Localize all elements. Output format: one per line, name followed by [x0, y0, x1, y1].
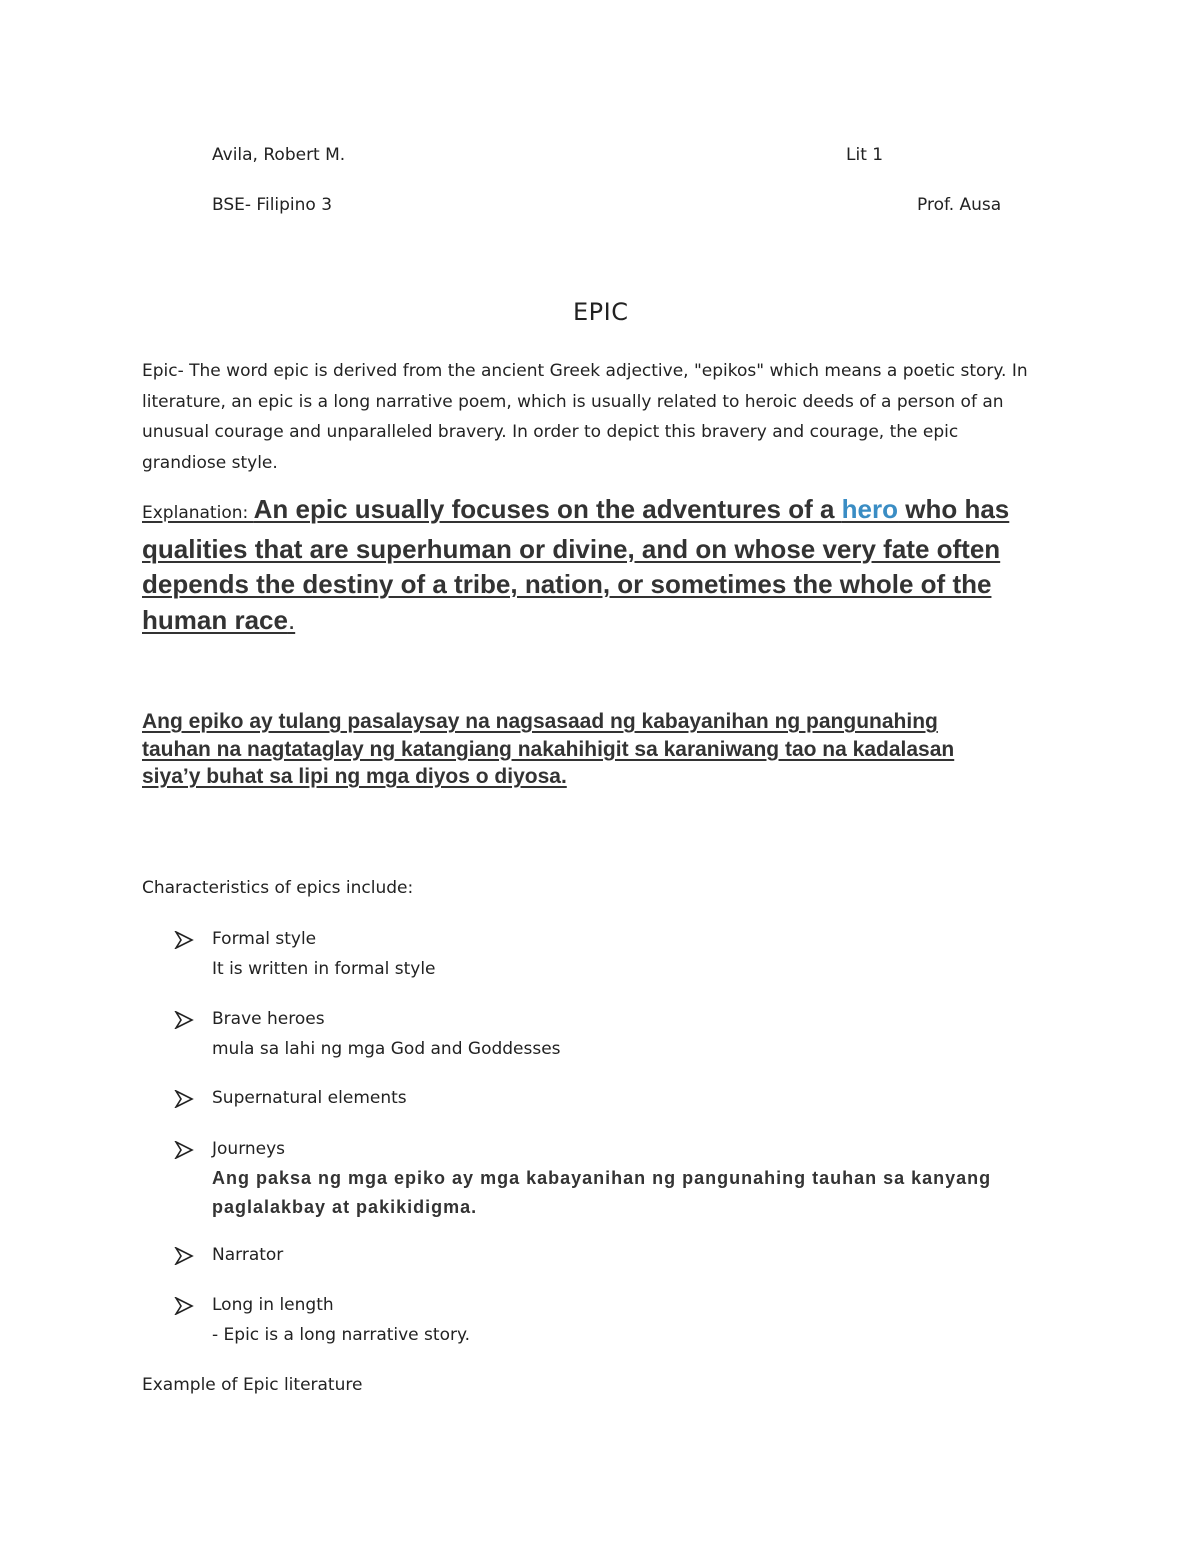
arrowhead-bullet-icon: [174, 931, 204, 953]
arrowhead-bullet-icon: [174, 1297, 204, 1319]
characteristic-desc-line: Ang paksa ng mga epiko ay mga kabayanihan ng pangunahing tauhan sa kanyang: [212, 1168, 992, 1188]
explanation-period: .: [287, 604, 296, 635]
explanation-text: who has: [898, 494, 1010, 524]
course-label: BSE- Filipino 3: [212, 195, 333, 215]
characteristic-desc: mula sa lahi ng mga God and Goddesses: [212, 1039, 561, 1059]
explanation-line: [142, 492, 1072, 532]
characteristics-heading: Characteristics of epics include:: [142, 878, 414, 898]
explanation-line: [142, 603, 1072, 639]
arrowhead-bullet-icon: [174, 1247, 204, 1269]
tagalog-line: Ang epiko ay tulang pasalaysay na nagsasaad ng kabayanihan ng pangunahing: [142, 710, 938, 733]
explanation-line: qualities that are superhuman or divine, and on whose very fate often: [142, 533, 1001, 564]
characteristic-desc-bold: [212, 1164, 1092, 1221]
arrowhead-bullet-icon: [174, 1011, 204, 1033]
explanation-text: An epic usually focuses on the adventures of a: [253, 494, 842, 524]
page-title: EPIC: [573, 298, 629, 326]
definition-line: literature, an epic is a long narrative poem, which is usually related to heroic deeds of a person of an: [142, 391, 1004, 412]
subject-label: Lit 1: [846, 145, 884, 165]
characteristic-title: Narrator: [212, 1245, 284, 1265]
characteristic-desc: - Epic is a long narrative story.: [212, 1325, 470, 1345]
explanation-line: depends the destiny of a tribe, nation, or sometimes the whole of the: [142, 569, 992, 599]
characteristic-title: Brave heroes: [212, 1009, 325, 1029]
characteristic-title: Supernatural elements: [212, 1088, 407, 1108]
explanation-label: Explanation:: [142, 503, 254, 523]
characteristic-desc-line: paglalakbay at pakikidigma.: [212, 1196, 478, 1217]
tagalog-line: tauhan na nagtataglay ng katangiang nakahihigit sa karaniwang tao na kadalasan: [142, 737, 955, 761]
explanation-text: human race: [142, 604, 288, 635]
characteristic-title: Formal style: [212, 929, 317, 949]
definition-line: Epic- The word epic is derived from the ancient Greek adjective, "epikos" which means a poetic story. In: [142, 361, 1028, 381]
tagalog-definition: [142, 708, 1082, 791]
definition-paragraph: [142, 356, 1062, 478]
definition-line: grandiose style.: [142, 452, 278, 473]
arrowhead-bullet-icon: [174, 1141, 204, 1163]
characteristic-title: Long in length: [212, 1295, 334, 1315]
hero-link[interactable]: hero: [841, 494, 899, 524]
student-name: Avila, Robert M.: [212, 145, 346, 165]
example-heading: Example of Epic literature: [142, 1375, 363, 1395]
arrowhead-bullet-icon: [174, 1090, 204, 1112]
definition-line: unusual courage and unparalleled bravery. In order to depict this bravery and courage, the epic: [142, 422, 959, 442]
characteristic-desc: It is written in formal style: [212, 959, 436, 979]
professor-name: Prof. Ausa: [917, 195, 1002, 215]
tagalog-line: siya’y buhat sa lipi ng mga diyos o diyosa.: [142, 765, 567, 788]
characteristic-title: Journeys: [212, 1139, 286, 1159]
explanation-paragraph: [142, 492, 1072, 638]
